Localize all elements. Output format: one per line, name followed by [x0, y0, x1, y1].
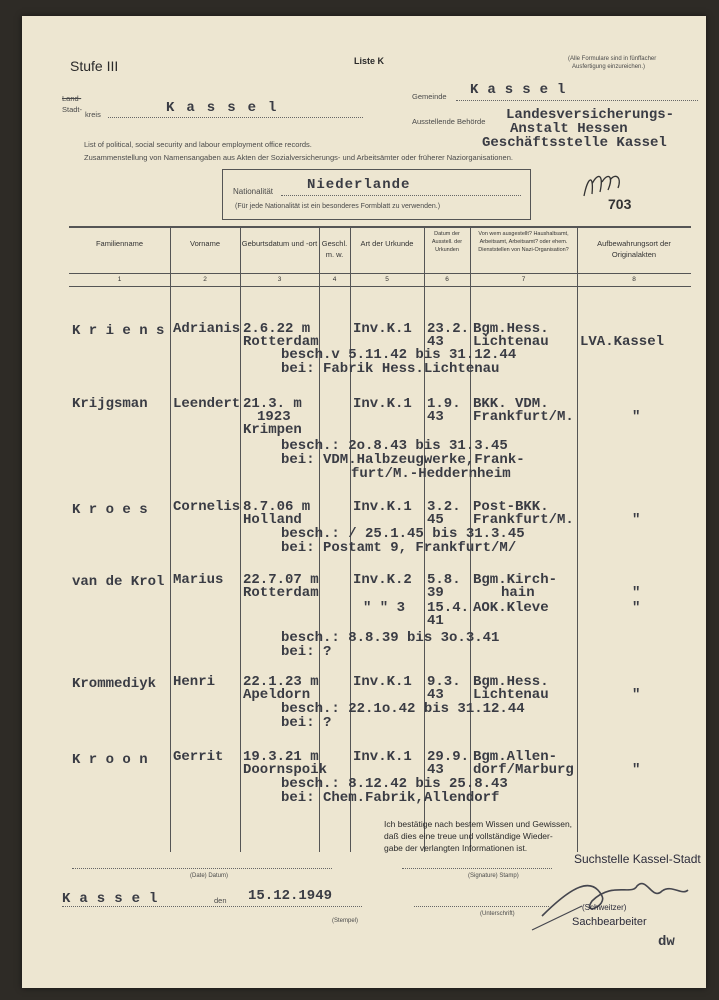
- column-header: Datum der Ausstell. der Urkunden: [431, 231, 463, 253]
- typed-entry: bei: Chem.Fabrik,Allendorf: [281, 790, 500, 806]
- column-header: Geburtsdatum und -ort: [241, 239, 318, 248]
- behoerde-line2: Anstalt Hessen: [510, 121, 628, 137]
- typed-entry: ": [632, 409, 641, 425]
- form-note-line1: (Alle Formulare sind in fünffacher: [568, 56, 657, 62]
- typed-entry: BKK. VDM.: [473, 396, 549, 412]
- typed-entry: Holland: [243, 512, 302, 528]
- kreis-line: [108, 117, 363, 118]
- typed-entry: 19.3.21 m: [243, 749, 319, 765]
- typed-entry: bei: Fabrik Hess.Lichtenau: [281, 361, 500, 377]
- form-note-line2: Ausfertigung einzureichen.): [572, 64, 646, 70]
- typed-entry: bei: Postamt 9, Frankfurt/M/: [281, 540, 517, 556]
- typed-entry: Adrianis: [173, 321, 241, 337]
- table-number-line: [69, 286, 691, 287]
- confirm-line2: daß dies eine treue und vollständige Wieder-: [384, 831, 553, 841]
- typed-entry: 39: [427, 585, 444, 601]
- gemeinde-value: Kassel: [470, 82, 575, 98]
- schweitzer-label: (Schweitzer): [582, 903, 627, 912]
- typed-entry: besch.: 8.12.42 bis 25.8.43: [281, 776, 508, 792]
- typed-entry: LVA.Kassel: [580, 334, 665, 350]
- typed-entry: 43: [427, 762, 444, 778]
- typed-entry: van de Krol: [72, 574, 165, 590]
- english-title: List of political, social security and labour employment office records.: [84, 140, 312, 149]
- date-label: (Date) Datum): [190, 873, 229, 879]
- stempel-label: (Stempel): [332, 918, 359, 924]
- typed-entry: AOK.Kleve: [473, 600, 549, 616]
- column-divider: [577, 226, 578, 852]
- gemeinde-line: [456, 100, 698, 101]
- column-header: Geschl. m. w.: [321, 239, 348, 259]
- table-header-line: [69, 273, 691, 274]
- gemeinde-label: Gemeinde: [412, 92, 447, 101]
- office-stamp: Suchstelle Kassel-Stadt: [574, 852, 701, 866]
- typed-entry: Henri: [173, 674, 216, 690]
- typed-entry: Post-BKK.: [473, 499, 549, 515]
- column-number: 7: [521, 276, 526, 283]
- unterschrift-label: (Unterschrift): [480, 911, 515, 917]
- column-header: Familienname: [95, 239, 144, 248]
- typed-entry: 21.3. m: [243, 396, 302, 412]
- column-number: 6: [445, 276, 449, 283]
- typed-entry: Bgm.Allen-: [473, 749, 558, 765]
- date-line: [72, 868, 332, 869]
- liste-label: Liste K: [354, 56, 385, 66]
- typed-entry: Krommediyk: [72, 676, 157, 692]
- typed-entry: 43: [427, 409, 444, 425]
- sachbearbeiter-label: Sachbearbeiter: [572, 916, 647, 928]
- typed-entry: K r i e n s: [72, 323, 165, 339]
- typed-entry: Apeldorn: [243, 687, 311, 703]
- typed-entry: Rotterdam: [243, 585, 319, 601]
- nationality-line: [281, 195, 521, 196]
- typed-entry: Krimpen: [243, 422, 302, 438]
- kreis-value: Kassel: [166, 100, 289, 116]
- typed-entry: Inv.K.1: [353, 396, 412, 412]
- column-divider: [170, 226, 171, 852]
- typed-entry: Doornspoik: [243, 762, 328, 778]
- typed-entry: Lichtenau: [473, 334, 549, 350]
- form-sheet: [22, 16, 706, 988]
- typed-entry: bei: VDM.Halbzeugwerke,Frank-: [281, 452, 525, 468]
- typed-entry: " " 3: [363, 600, 406, 616]
- typed-entry: 1.9.: [427, 396, 461, 412]
- typed-entry: ": [632, 585, 641, 601]
- typed-entry: ": [632, 600, 641, 616]
- behoerde-line1: Landesversicherungs-: [506, 107, 675, 123]
- typed-entry: Frankfurt/M.: [473, 409, 574, 425]
- typed-entry: Inv.K.1: [353, 499, 412, 515]
- typed-entry: besch.: / 25.1.45 bis 31.3.45: [281, 526, 525, 542]
- typed-entry: hain: [501, 585, 535, 601]
- typed-entry: Bgm.Hess.: [473, 321, 549, 337]
- column-number: 4: [332, 276, 337, 283]
- column-number: 3: [277, 276, 282, 283]
- nationality-box: [222, 169, 531, 220]
- typed-entry: Lichtenau: [473, 687, 549, 703]
- column-header: Vorname: [189, 239, 221, 248]
- nationality-label: Nationalität: [233, 187, 274, 196]
- typed-entry: 41: [427, 613, 444, 629]
- column-number: 8: [632, 276, 636, 283]
- signature-label: (Signature) Stamp): [468, 873, 519, 879]
- typed-entry: 23.2.: [427, 321, 470, 337]
- typed-entry: bei: ?: [281, 644, 332, 660]
- handwritten-number: 703: [608, 196, 632, 212]
- place-date-line: [62, 906, 362, 907]
- typed-entry: Bgm.Hess.: [473, 674, 549, 690]
- typed-entry: 15.4.: [427, 600, 470, 616]
- typed-entry: 43: [427, 334, 444, 350]
- stufe-label: Stufe III: [70, 58, 119, 74]
- place-value: Kassel: [62, 891, 167, 907]
- typed-entry: Gerrit: [173, 749, 224, 765]
- typed-entry: 29.9.: [427, 749, 470, 765]
- typed-entry: Marius: [173, 572, 224, 588]
- column-header: Art der Urkunde: [360, 239, 414, 248]
- confirm-line3: gabe der verlangten Informationen ist.: [384, 843, 528, 853]
- typed-entry: 1923: [257, 409, 291, 425]
- typed-entry: K r o e s: [72, 502, 148, 518]
- typed-entry: Inv.K.2: [353, 572, 412, 588]
- typed-entry: 3.2.: [427, 499, 461, 515]
- stadt-label: Stadt-: [62, 105, 83, 114]
- typed-entry: K r o o n: [72, 752, 148, 768]
- german-title: Zusammenstellung von Namensangaben aus Akten der Sozialversicherungs- und Arbeitsämter oder früherer Naziorganisationen.: [84, 153, 513, 162]
- column-number: 5: [385, 276, 389, 283]
- typed-entry: 45: [427, 512, 444, 528]
- typed-entry: besch.v 5.11.42 bis 31.12.44: [281, 347, 517, 363]
- table-top-line: [69, 226, 691, 228]
- typed-entry: Krijgsman: [72, 396, 148, 412]
- typed-entry: furt/M.-Heddernheim: [351, 466, 511, 482]
- nationality-value: Niederlande: [307, 177, 411, 193]
- typed-entry: 22.7.07 m: [243, 572, 319, 588]
- column-header: Aufbewahrungsort der Originalakten: [597, 239, 671, 259]
- typed-entry: besch.: 22.1o.42 bis 31.12.44: [281, 701, 525, 717]
- typed-entry: 8.7.06 m: [243, 499, 311, 515]
- typed-entry: ": [632, 762, 641, 778]
- typed-entry: Rotterdam: [243, 334, 319, 350]
- typed-entry: besch.: 8.8.39 bis 3o.3.41: [281, 630, 500, 646]
- date-value: 15.12.1949: [248, 888, 333, 904]
- typed-entry: 43: [427, 687, 444, 703]
- typed-entry: besch.: 2o.8.43 bis 31.3.45: [281, 438, 508, 454]
- land-label: Land-: [62, 94, 82, 103]
- typed-entry: 22.1.23 m: [243, 674, 319, 690]
- typed-entry: 9.3.: [427, 674, 461, 690]
- typed-entry: 5.8.: [427, 572, 461, 588]
- typed-entry: Bgm.Kirch-: [473, 572, 558, 588]
- column-number: 2: [203, 276, 207, 283]
- typed-entry: Inv.K.1: [353, 674, 412, 690]
- behoerde-line3: Geschäftsstelle Kassel: [482, 135, 667, 151]
- nationality-note: (Für jede Nationalität ist ein besonderes Formblatt zu verwenden.): [235, 203, 441, 210]
- typed-entry: Inv.K.1: [353, 749, 412, 765]
- typed-entry: dorf/Marburg: [473, 762, 574, 778]
- typed-entry: Leendert: [173, 396, 241, 412]
- typed-entry: Frankfurt/M.: [473, 512, 574, 528]
- behoerde-label: Ausstellende Behörde: [412, 117, 486, 126]
- typed-entry: bei: ?: [281, 715, 332, 731]
- typed-entry: Cornelis: [173, 499, 241, 515]
- typed-entry: Inv.K.1: [353, 321, 412, 337]
- confirm-line1: Ich bestätige nach bestem Wissen und Gewissen,: [384, 819, 573, 829]
- den-label: den: [214, 896, 227, 905]
- typed-entry: 2.6.22 m: [243, 321, 311, 337]
- typed-entry: ": [632, 512, 641, 528]
- column-header: Von wem ausgestellt? Haushaltsamt, Arbeitsamt, Arbeitsamt? oder ehem. Dienststellen von Nazi-Organisation?: [478, 231, 569, 253]
- column-divider: [240, 226, 241, 852]
- column-number: 1: [117, 276, 122, 283]
- initials: dw: [658, 934, 675, 950]
- typed-entry: ": [632, 687, 641, 703]
- kreis-label: kreis: [85, 110, 101, 119]
